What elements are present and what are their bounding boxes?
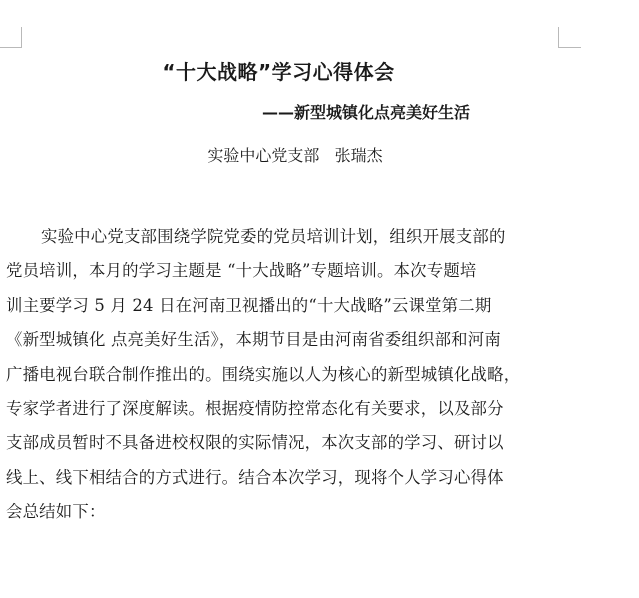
body-line: 专家学者进行了深度解读。根据疫情防控常态化有关要求，以及部分 — [6, 398, 504, 418]
document-subtitle: ——新型城镇化点亮美好生活 — [261, 103, 470, 122]
body-line: 支部成员暂时不具备进校权限的实际情况，本次支部的学习、研讨以 — [6, 433, 504, 453]
body-line: 会总结如下： — [6, 502, 106, 522]
body-line: 实验中心党支部围绕学院党委的党员培训计划，组织开展支部的 — [41, 227, 506, 246]
document-title: “十大战略”学习心得体会 — [162, 60, 395, 84]
body-paragraph — [6, 226, 566, 536]
body-line: 广播电视台联合制作推出的。围绕实施以人为核心的新型城镇化战略， — [6, 364, 521, 384]
crop-mark-top-right — [558, 27, 581, 48]
body-line: 《新型城镇化 点亮美好生活》，本期节目是由河南省委组织部和河南 — [6, 330, 501, 350]
body-line: 训主要学习 5 月 24 日在河南卫视播出的“十大战略”云课堂第二期 — [6, 295, 492, 315]
crop-mark-top-left — [0, 27, 22, 48]
body-line: 党员培训，本月的学习主题是 “十大战略”专题培训。本次专题培 — [6, 261, 477, 281]
body-line: 线上、线下相结合的方式进行。结合本次学习，现将个人学习心得体 — [6, 467, 504, 487]
document-author: 实验中心党支部 张瑞杰 — [207, 146, 383, 165]
